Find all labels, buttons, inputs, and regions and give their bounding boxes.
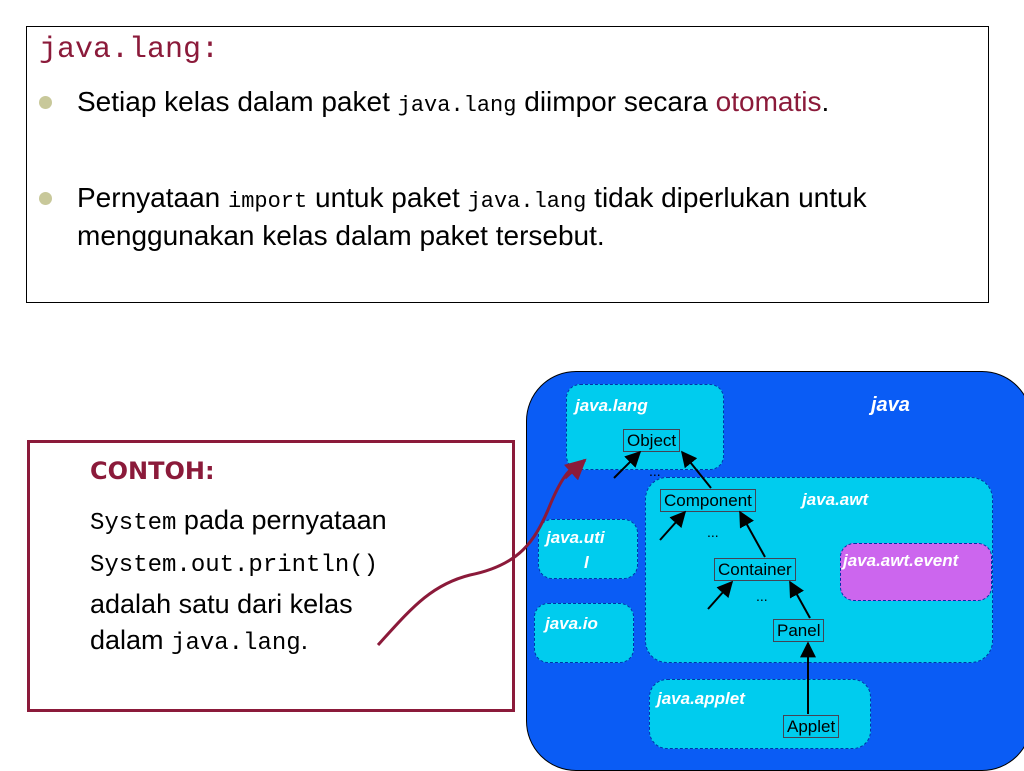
java-lang-label: java.lang bbox=[575, 396, 648, 415]
example-title: CONTOH: bbox=[90, 457, 215, 485]
ellipsis-lang: ... bbox=[649, 463, 661, 479]
class-component: Component bbox=[660, 489, 756, 512]
class-applet: Applet bbox=[783, 715, 839, 738]
bullet-text-1: Setiap kelas dalam paket java.lang diimpor secara otomatis. bbox=[77, 86, 830, 118]
bullet-text-2: Pernyataan import untuk paket java.lang tidak diperlukan untuk menggunakan kelas dalam paket tersebut. bbox=[77, 182, 867, 251]
java-io-label: java.io bbox=[545, 614, 598, 633]
bullet-dot-icon bbox=[39, 192, 52, 205]
java-applet-label: java.applet bbox=[657, 689, 745, 708]
java-awt-event-label: java.awt.event bbox=[843, 551, 959, 570]
ellipsis-awt: ... bbox=[707, 524, 719, 540]
intro-box bbox=[26, 26, 989, 303]
java-awt-label: java.awt bbox=[802, 490, 869, 509]
example-line-2: System.out.println() bbox=[90, 552, 379, 579]
example-line-4: dalam java.lang. bbox=[90, 625, 309, 657]
java-package-label: java bbox=[871, 394, 910, 416]
bullet-dot-icon bbox=[39, 96, 52, 109]
bullet-item-2 bbox=[39, 181, 969, 253]
class-panel: Panel bbox=[773, 619, 824, 642]
java-util-label: java.uti bbox=[546, 528, 605, 547]
class-object: Object bbox=[623, 429, 680, 452]
bullet-item-1 bbox=[39, 85, 969, 123]
example-line-1: System pada pernyataan bbox=[90, 505, 387, 537]
example-box bbox=[27, 440, 515, 712]
class-container: Container bbox=[714, 558, 796, 581]
java-util-label-wrap: l bbox=[584, 553, 589, 572]
ellipsis-container: ... bbox=[756, 588, 768, 604]
heading: java.lang: bbox=[39, 33, 220, 67]
example-line-3: adalah satu dari kelas bbox=[90, 589, 353, 619]
